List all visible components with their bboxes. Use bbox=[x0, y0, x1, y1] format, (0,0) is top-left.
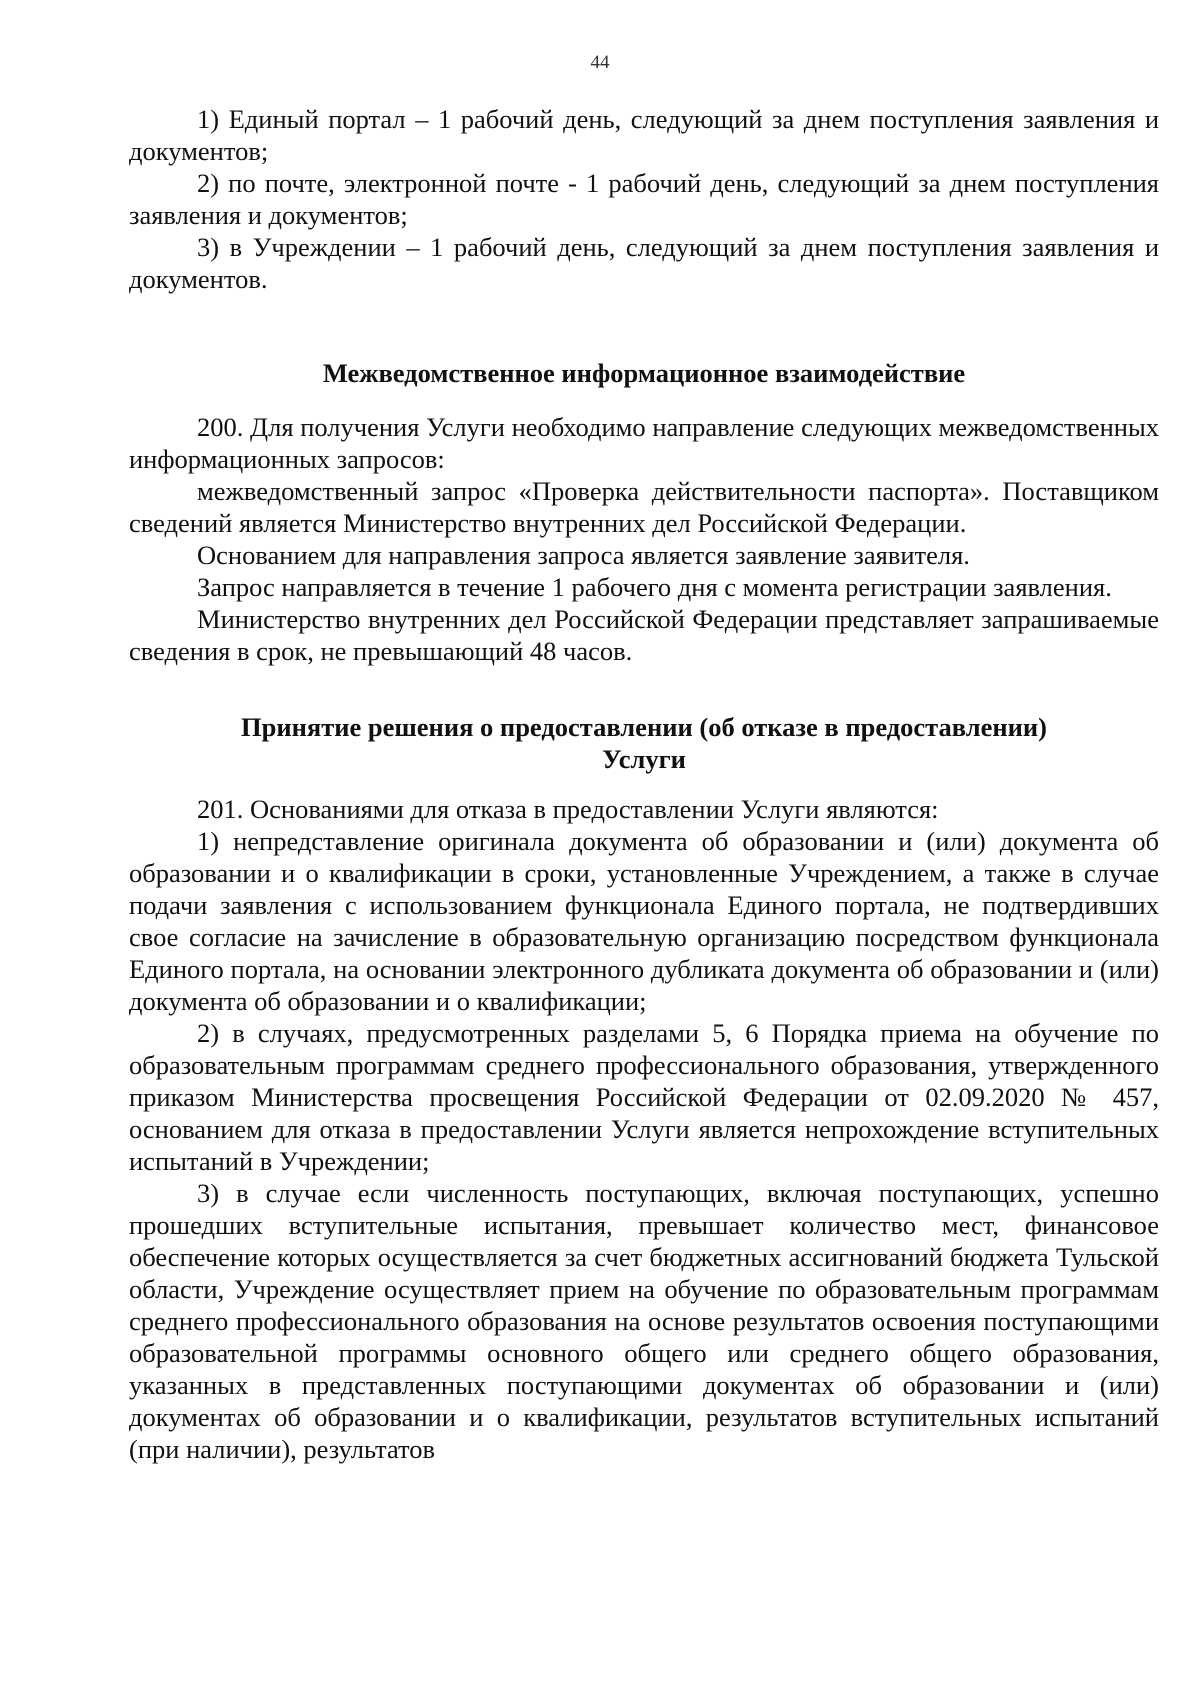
section-heading-interagency: Межведомственное информационное взаимодействие bbox=[322, 358, 966, 388]
page-number: 44 bbox=[590, 52, 610, 73]
paragraph-201-intro: 201. Основаниями для отказа в предоставлении Услуги являются: bbox=[197, 794, 939, 824]
paragraph-200-intro: 200. Для получения Услуги необходимо направление следующих межведомственных информационных запросов: bbox=[129, 412, 1159, 474]
list-item-single-portal: 1) Единый портал – 1 рабочий день, следующий за днем поступления заявления и документов; bbox=[129, 104, 1159, 166]
paragraph-201-item-3: 3) в случае если численность поступающих, включая поступающих, успешно прошедших вступительные испытания, превышает количество мест, финансовое обеспечение которых осуществляется за счет бюджетных ассигнований бюджета Тульской области, Учреждение осуществляет прием на обучение по образовательным программам среднего профессионального образования на основе результатов освоения поступающими образовательной программы основного общего или среднего общего образования, указанных в представленных поступающими документах об образовании и (или) документах об образовании и о квалификации, результатов вступительных испытаний (при наличии), результатов bbox=[129, 1178, 1159, 1464]
paragraph-201-item-1: 1) непредставление оригинала документа об образовании и (или) документа об образовании и о квалификации в сроки, установленные Учреждением, а также в случае подачи заявления с использованием функционала Единого портала, не подтвердивших свое согласие на зачисление в образовательную организацию посредством функционала Единого портала, на основании электронного дубликата документа об образовании и (или) документа об образовании и о квалификации; bbox=[129, 826, 1159, 1016]
list-item-post-email: 2) по почте, электронной почте - 1 рабочий день, следующий за днем поступления заявления и документов; bbox=[129, 168, 1159, 230]
paragraph-200-response: Министерство внутренних дел Российской Федерации представляет запрашиваемые сведения в срок, не превышающий 48 часов. bbox=[129, 604, 1159, 666]
paragraph-200-basis: Основанием для направления запроса является заявление заявителя. bbox=[197, 540, 970, 570]
paragraph-200-timing: Запрос направляется в течение 1 рабочего дня с момента регистрации заявления. bbox=[197, 572, 1112, 602]
document-body bbox=[129, 103, 1159, 1465]
list-item-institution: 3) в Учреждении – 1 рабочий день, следующий за днем поступления заявления и документов. bbox=[129, 232, 1159, 294]
section-heading-decision bbox=[129, 711, 1159, 775]
section-heading-decision-line1: Принятие решения о предоставлении (об отказе в предоставлении) bbox=[241, 712, 1047, 742]
section-heading-decision-line2: Услуги bbox=[602, 744, 686, 774]
paragraph-200-request: межведомственный запрос «Проверка действительности паспорта». Поставщиком сведений является Министерство внутренних дел Российской Федерации. bbox=[129, 476, 1159, 538]
paragraph-201-item-2: 2) в случаях, предусмотренных разделами 5, 6 Порядка приема на обучение по образовательным программам среднего профессионального образования, утвержденного приказом Министерства просвещения Российской Федерации от 02.09.2020 № 457, основанием для отказа в предоставлении Услуги является непрохождение вступительных испытаний в Учреждении; bbox=[129, 1018, 1159, 1176]
